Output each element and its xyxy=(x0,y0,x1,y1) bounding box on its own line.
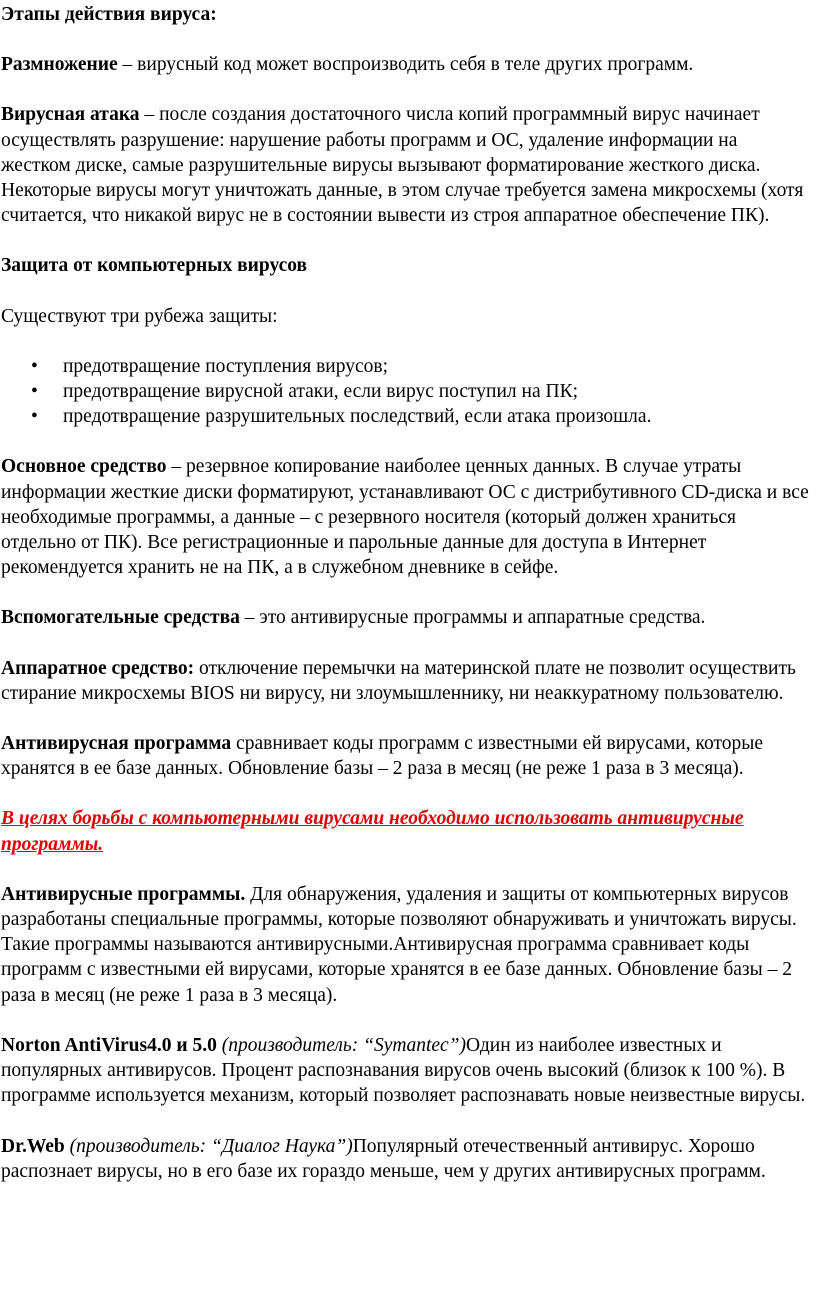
drweb-name: Dr.Web xyxy=(1,1135,65,1157)
drweb-maker: (производитель: “Диалог Наука”) xyxy=(64,1135,353,1157)
aux-means-term: Вспомогательные средства xyxy=(1,607,240,629)
attack-paragraph xyxy=(1,102,810,228)
aux-means-text: – это антивирусные программы и аппаратные средства. xyxy=(239,607,706,629)
drweb-text: Популярный отечественный антивирус. Хорошо распознает вирусы, но в его базе их гораздо меньше, чем у других антивирусных программ. xyxy=(1,1135,766,1182)
hardware-paragraph xyxy=(1,656,810,706)
bullet-icon: • xyxy=(31,381,38,403)
red-statement: В целях борьбы с компьютерными вирусами необходимо использовать антивирусные программы. xyxy=(1,808,744,855)
lines-intro: Существуют три рубежа защиты: xyxy=(1,305,278,327)
protection-lines-list xyxy=(1,354,810,430)
bullet-icon: • xyxy=(31,406,38,428)
aux-means-paragraph xyxy=(1,605,810,630)
attack-text: – после создания достаточного числа копий программный вирус начинает осуществлять разрушение: нарушение работы программ и ОС, удаление информации на жестком диске, самые разрушительные вирусы вызывают форматирование жесткого диска. Некоторые вирусы могут уничтожать данные, в этом случае требуется замена микросхемы (хотя считается, что никакой вирус не в состоянии вывести из строя аппаратное обеспечение ПК). xyxy=(1,104,804,227)
reproduction-paragraph xyxy=(1,52,810,77)
stages-heading: Этапы действия вируса: xyxy=(1,4,217,25)
norton-text: Один из наиболее известных и популярных антивирусов. Процент распознавания вирусов очень высокий (близок к 100 %). В программе используется механизм, который позволяет распознавать новые неизвестные вирусы. xyxy=(1,1034,806,1107)
drweb-paragraph xyxy=(1,1134,810,1184)
list-item: • предотвращение поступления вирусов; xyxy=(1,354,810,379)
main-means-paragraph xyxy=(1,454,810,580)
antivirus-programs-paragraph xyxy=(1,882,810,1008)
antivirus-programs-term: Антивирусные программы. xyxy=(1,883,246,905)
main-means-term: Основное средство xyxy=(1,456,167,478)
norton-name: Norton AntiVirus4.0 и 5.0 xyxy=(1,1034,217,1056)
norton-paragraph xyxy=(1,1033,810,1109)
list-item: • предотвращение разрушительных последствий, если атака произошла. xyxy=(1,404,810,429)
protection-heading: Защита от компьютерных вирусов xyxy=(1,255,308,277)
antivirus-program-term: Антивирусная программа xyxy=(1,733,232,755)
bullet-icon: • xyxy=(31,355,38,377)
norton-maker: (производитель: “Symantec”) xyxy=(216,1034,467,1056)
antivirus-programs-text: Для обнаружения, удаления и защиты от компьютерных вирусов разработаны специальные программы, которые позволяют обнаруживать и уничтожать вирусы. Такие программы называются антивирусными.Антивирусная программа сравнивает коды программ с известными ей вирусами, которые хранятся в ее базе данных. Обновление базы – 2 раза в месяц (не реже 1 раза в 3 месяца). xyxy=(1,883,797,1006)
main-means-text: – резервное копирование наиболее ценных данных. В случае утраты информации жесткие диски форматируют, устанавливают ОС с дистрибутивного CD-диска и все необходимые программы, а данные – с резервного носителя (который должен храниться отдельно от ПК). Все регистрационные и парольные данные для доступа в Интернет рекомендуется хранить не на ПК, а в служебном дневнике в сейфе. xyxy=(1,456,809,579)
hardware-term: Аппаратное средство: xyxy=(1,657,195,679)
antivirus-program-text: сравнивает коды программ с известными ей вирусами, которые хранятся в ее базе данных. Обновление базы – 2 раза в месяц (не реже 1 раза в 3 месяца). xyxy=(1,733,763,780)
antivirus-program-paragraph xyxy=(1,731,810,781)
reproduction-text: – вирусный код может воспроизводить себя в теле других программ. xyxy=(117,54,694,76)
reproduction-term: Размножение xyxy=(1,54,118,76)
list-item: • предотвращение вирусной атаки, если вирус поступил на ПК; xyxy=(1,379,810,404)
attack-term: Вирусная атака xyxy=(1,104,140,126)
hardware-text: отключение перемычки на материнской плате не позволит осуществить стирание микросхемы BIOS ни вирусу, ни злоумышленнику, ни неаккуратному пользователю. xyxy=(1,657,796,704)
